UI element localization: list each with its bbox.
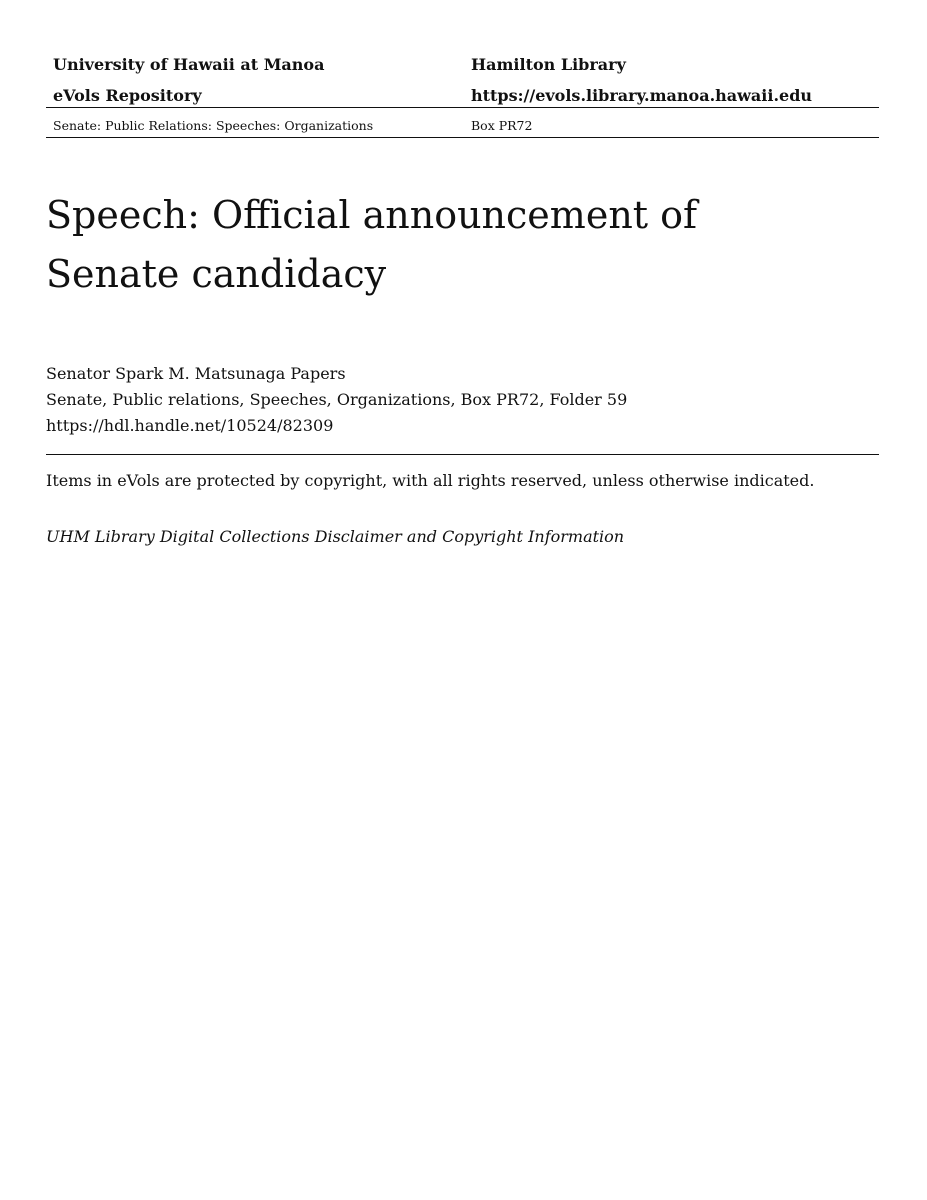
handle-link[interactable]: https://hdl.handle.net/10524/82309 xyxy=(46,416,334,435)
title-line-2: Senate candidacy xyxy=(46,252,387,296)
footer-divider xyxy=(46,454,879,455)
header-divider-top xyxy=(46,107,879,108)
header-divider-bottom xyxy=(46,137,879,138)
title-line-1: Speech: Official announcement of xyxy=(46,193,698,237)
folder-location: Senate, Public relations, Speeches, Organizations, Box PR72, Folder 59 xyxy=(46,390,628,409)
document-title xyxy=(46,186,806,304)
metadata-block xyxy=(46,361,627,439)
box-label: Box PR72 xyxy=(471,118,533,133)
institution-name: University of Hawaii at Manoa xyxy=(53,55,325,74)
disclaimer-link[interactable]: UHM Library Digital Collections Disclaimer and Copyright Information xyxy=(46,527,625,546)
library-name: Hamilton Library xyxy=(471,55,626,74)
repository-url-link[interactable]: https://evols.library.manoa.hawaii.edu xyxy=(471,86,813,105)
repository-name: eVols Repository xyxy=(53,86,202,105)
copyright-notice: Items in eVols are protected by copyright, with all rights reserved, unless otherwise indicated. xyxy=(46,471,815,490)
collection-path: Senate: Public Relations: Speeches: Organizations xyxy=(53,118,374,133)
collection-name: Senator Spark M. Matsunaga Papers xyxy=(46,364,346,383)
